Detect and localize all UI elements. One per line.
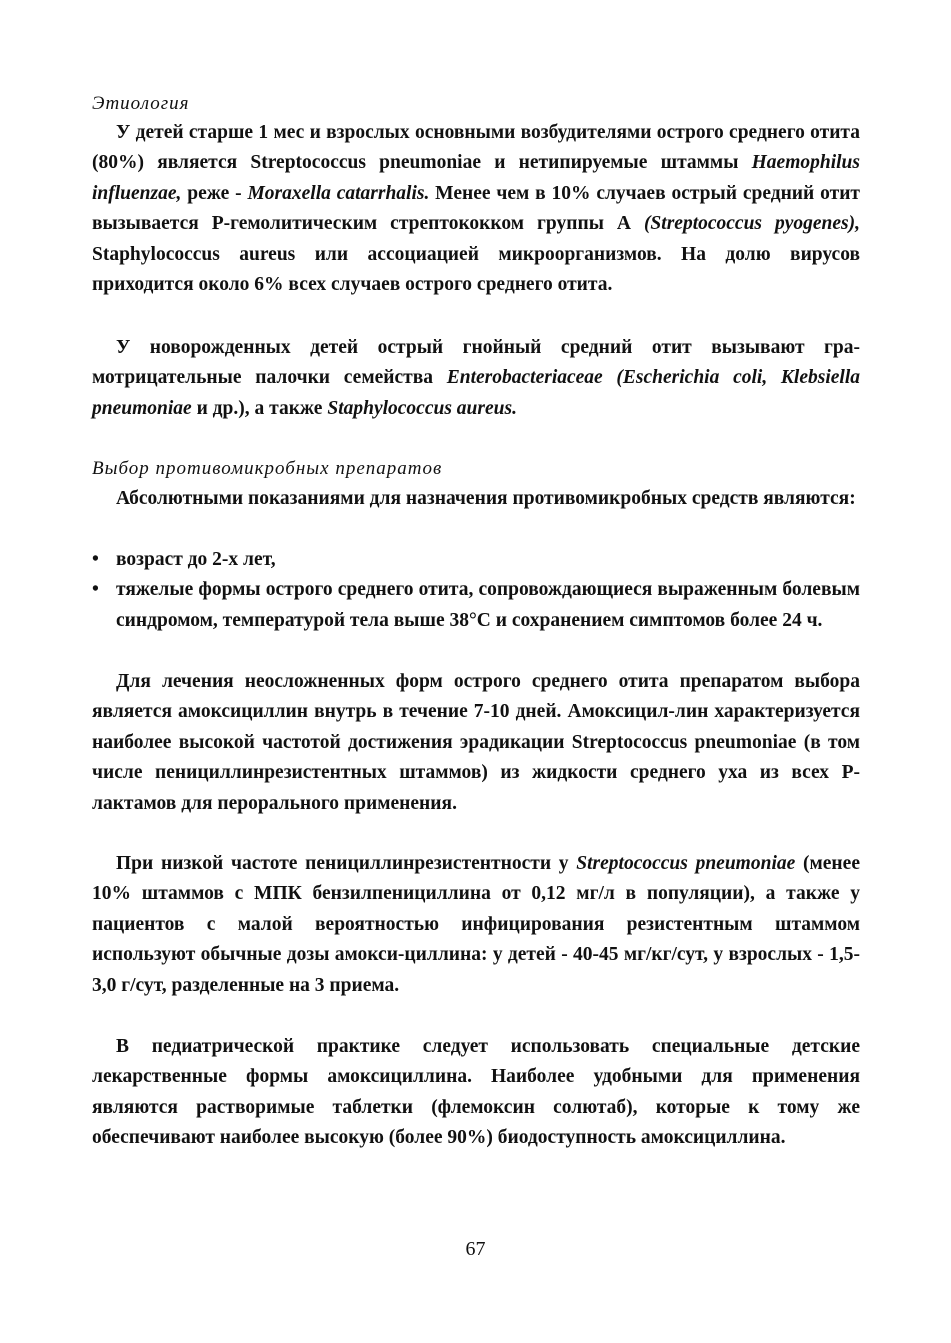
text-run: Для лечения неосложненных форм острого среднего отита препаратом выбора является амоксициллин внутрь в течение 7-10 дней. Амоксицил-лин характеризуется наиболее высокой частотой достижения эрадикации Streptococcus pneumoniae (в том числе пенициллинрезистентных штаммов) из жидкости среднего уха из всех Р-лактамов для перорального применения. (92, 671, 860, 814)
text-run: (менее 10% штаммов с МПК бензилпенициллина от 0,12 мг/л в популяции), а также у пациентов с малой вероятностью инфицирования резистентным штаммом используют обычные дозы амокси-циллина: у детей - 40-45 мг/кг/сут, у взрослых - 1,5-3,0 г/сут, разделенные на 3 приема. (92, 853, 860, 996)
italic-run: (Streptococcus pyogenes), (643, 213, 860, 235)
text-run: В педиатрической практике следует использовать специальные детские лекарственные формы амоксициллина. Наиболее удобными для применения являются растворимые таблетки (флемоксин солютаб), которые к тому же обеспечивают наиболее высокую (более 90%) биодоступность амоксициллина. (92, 1036, 860, 1149)
italic-run: Haemophilus influenzae, (92, 152, 860, 204)
text-run: Менее чем в 10% случаев острый средний отит вызывается Р-гемолитическим стрептококком группы А (92, 182, 861, 235)
paragraph-amoxicillin-choice (92, 667, 860, 819)
italic-run: Enterobacteriaceae (Escherichia coli, Klebsiella pneumoniae (92, 367, 860, 419)
text-run: Staphylococcus aureus или ассоциацией микроорганизмов. На долю вирусов приходится около 6% всех случаев острого среднего отита. (92, 243, 860, 296)
section-heading-etiology: Этиология (92, 93, 190, 114)
page-number: 67 (465, 1238, 486, 1260)
list-item-text: тяжелые формы острого среднего отита, сопровождающиеся выраженным болевым синдромом, температурой тела выше 38°С и сохранением симптомов более 24 ч. (116, 579, 860, 631)
text-run: У новорожденных детей острый гнойный средний отит вызывают гра-мотрицательные палочки семейства (92, 337, 860, 389)
list-item-text: возраст до 2-х лет, (116, 549, 276, 570)
section-heading-drug-choice: Выбор противомикробных препаратов (92, 458, 443, 479)
text-run: При низкой частоте пенициллинрезистентности у (116, 853, 577, 874)
text-run: и др.), а также (191, 397, 328, 419)
paragraph-pediatric-forms (92, 1032, 860, 1154)
paragraph-etiology-newborns (92, 333, 860, 424)
text-run: У детей старше 1 мес и взрослых основными возбудителями острого среднего отита (80%) является Streptococcus pneumoniae и нетипируемые штаммы (92, 122, 860, 174)
text-run: реже - (181, 182, 248, 204)
paragraph-etiology-adults (92, 118, 860, 300)
indications-list (92, 545, 860, 636)
italic-run: Staphylococcus aureus. (327, 397, 517, 419)
list-item (92, 575, 860, 636)
italic-run: Moraxella catarrhalis. (247, 182, 430, 204)
bullet-icon: • (92, 579, 99, 601)
italic-run: Streptococcus pneumoniae (576, 853, 796, 874)
bullet-icon: • (92, 549, 99, 570)
paragraph-low-resistance-dosing (92, 849, 860, 1001)
list-item (92, 545, 860, 575)
paragraph-indications-intro: Абсолютными показаниями для назначения противомикробных средств являются: (116, 488, 856, 509)
